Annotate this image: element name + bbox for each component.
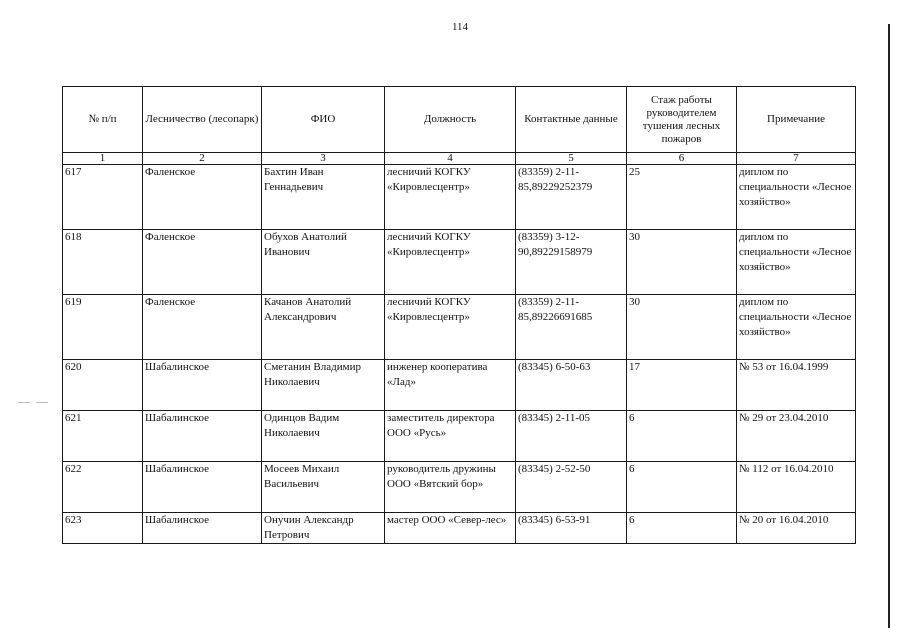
contact-cell: (83359) 3-12-90,89229158979 — [516, 230, 627, 295]
forestry-cell: Шабалинское — [143, 513, 262, 544]
row-number-cell: 617 — [63, 165, 143, 230]
full-name-cell: Сметанин Владимир Николаевич — [262, 360, 385, 411]
column-number: 5 — [516, 153, 627, 165]
contact-cell: (83345) 6-50-63 — [516, 360, 627, 411]
position-cell: мастер ООО «Север-лес» — [385, 513, 516, 544]
column-number: 1 — [63, 153, 143, 165]
forest-fire-managers-table — [62, 86, 856, 544]
position-cell: лесничий КОГКУ «Кировлесцентр» — [385, 230, 516, 295]
column-number-row — [63, 153, 856, 165]
full-name-cell: Бахтин Иван Геннадьевич — [262, 165, 385, 230]
note-cell: № 53 от 16.04.1999 — [737, 360, 856, 411]
position-cell: заместитель директора ООО «Русь» — [385, 411, 516, 462]
table-row — [63, 462, 856, 513]
column-number: 3 — [262, 153, 385, 165]
experience-cell: 6 — [627, 462, 737, 513]
column-number: 6 — [627, 153, 737, 165]
note-cell: диплом по специальности «Лесное хозяйство» — [737, 165, 856, 230]
forestry-cell: Шабалинское — [143, 360, 262, 411]
page-number: 114 — [451, 21, 469, 33]
table-row — [63, 360, 856, 411]
note-cell: диплом по специальности «Лесное хозяйство» — [737, 295, 856, 360]
note-cell: № 20 от 16.04.2010 — [737, 513, 856, 544]
page-edge-rule — [888, 24, 890, 628]
full-name-cell: Одинцов Вадим Николаевич — [262, 411, 385, 462]
column-number: 7 — [737, 153, 856, 165]
note-cell: диплом по специальности «Лесное хозяйство» — [737, 230, 856, 295]
column-number: 4 — [385, 153, 516, 165]
table-header-row — [63, 87, 856, 153]
header-cell: Стаж работы руководителем тушения лесных пожаров — [627, 87, 737, 153]
forestry-cell: Фаленское — [143, 295, 262, 360]
position-cell: руководитель дружины ООО «Вятский бор» — [385, 462, 516, 513]
experience-cell: 25 — [627, 165, 737, 230]
contact-cell: (83345) 2-52-50 — [516, 462, 627, 513]
row-number-cell: 619 — [63, 295, 143, 360]
forestry-cell: Фаленское — [143, 230, 262, 295]
full-name-cell: Обухов Анатолий Иванович — [262, 230, 385, 295]
contact-cell: (83345) 6-53-91 — [516, 513, 627, 544]
row-number-cell: 623 — [63, 513, 143, 544]
note-cell: № 112 от 16.04.2010 — [737, 462, 856, 513]
forestry-cell: Шабалинское — [143, 462, 262, 513]
column-number: 2 — [143, 153, 262, 165]
position-cell: инженер кооператива «Лад» — [385, 360, 516, 411]
experience-cell: 6 — [627, 411, 737, 462]
header-cell: Должность — [385, 87, 516, 153]
experience-cell: 17 — [627, 360, 737, 411]
full-name-cell: Мосеев Михаил Васильевич — [262, 462, 385, 513]
row-number-cell: 618 — [63, 230, 143, 295]
header-cell: Контактные данные — [516, 87, 627, 153]
header-cell: ФИО — [262, 87, 385, 153]
note-cell: № 29 от 23.04.2010 — [737, 411, 856, 462]
full-name-cell: Качанов Анатолий Александрович — [262, 295, 385, 360]
header-cell: Лесничество (лесопарк) — [143, 87, 262, 153]
table-row — [63, 513, 856, 544]
row-number-cell: 622 — [63, 462, 143, 513]
contact-cell: (83359) 2-11-85,89226691685 — [516, 295, 627, 360]
table-row — [63, 295, 856, 360]
forestry-cell: Фаленское — [143, 165, 262, 230]
scan-mark — [36, 402, 48, 403]
position-cell: лесничий КОГКУ «Кировлесцентр» — [385, 165, 516, 230]
scan-mark — [18, 402, 30, 403]
header-cell: Примечание — [737, 87, 856, 153]
row-number-cell: 621 — [63, 411, 143, 462]
header-cell: № п/п — [63, 87, 143, 153]
contact-cell: (83345) 2-11-05 — [516, 411, 627, 462]
row-number-cell: 620 — [63, 360, 143, 411]
experience-cell: 6 — [627, 513, 737, 544]
forestry-cell: Шабалинское — [143, 411, 262, 462]
full-name-cell: Онучин Александр Петрович — [262, 513, 385, 544]
experience-cell: 30 — [627, 295, 737, 360]
position-cell: лесничий КОГКУ «Кировлесцентр» — [385, 295, 516, 360]
contact-cell: (83359) 2-11-85,89229252379 — [516, 165, 627, 230]
table-row — [63, 230, 856, 295]
experience-cell: 30 — [627, 230, 737, 295]
table-row — [63, 411, 856, 462]
table-row — [63, 165, 856, 230]
